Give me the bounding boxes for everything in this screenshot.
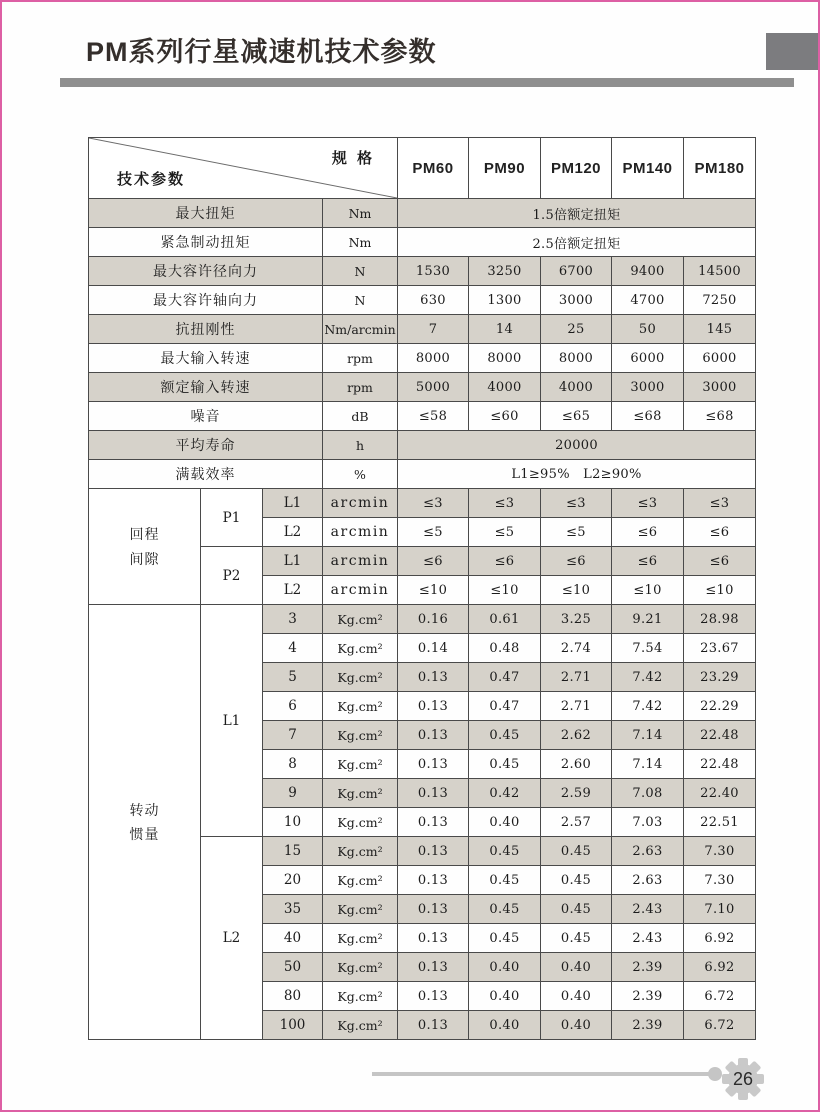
value-cell: 2.74	[541, 634, 612, 663]
param-label-cell: 最大扭矩	[89, 199, 323, 228]
value-cell: 1530	[398, 257, 469, 286]
value-cell: 7	[398, 315, 469, 344]
value-cell: 28.98	[684, 605, 756, 634]
value-cell: 0.16	[398, 605, 469, 634]
ratio-cell: 8	[263, 750, 323, 779]
value-cell: 14500	[684, 257, 756, 286]
value-cell: 0.42	[469, 779, 541, 808]
value-cell: 22.51	[684, 808, 756, 837]
value-cell: 50	[612, 315, 684, 344]
value-cell: 4000	[469, 373, 541, 402]
value-cell: ≤3	[612, 489, 684, 518]
value-cell: 6.72	[684, 982, 756, 1011]
diagonal-corner-cell	[89, 138, 398, 199]
value-cell: ≤6	[469, 547, 541, 576]
unit-cell: N	[323, 257, 398, 286]
unit-cell: Kg.cm²	[323, 750, 398, 779]
value-cell: 0.40	[469, 953, 541, 982]
unit-cell: Kg.cm²	[323, 895, 398, 924]
value-cell: 0.13	[398, 750, 469, 779]
value-cell: 0.13	[398, 721, 469, 750]
unit-cell: Kg.cm²	[323, 837, 398, 866]
value-cell: 0.45	[541, 837, 612, 866]
value-cell: 6000	[684, 344, 756, 373]
precision-class-cell: P2	[201, 547, 263, 605]
value-cell: 2.43	[612, 924, 684, 953]
model-header-pm180: PM180	[684, 138, 756, 199]
ratio-cell: 10	[263, 808, 323, 837]
value-cell: 0.13	[398, 663, 469, 692]
unit-cell: h	[323, 431, 398, 460]
merged-value-cell: 1.5倍额定扭矩	[398, 199, 756, 228]
table-header-row	[89, 138, 756, 199]
stage-cell: L1	[263, 547, 323, 576]
value-cell: 23.29	[684, 663, 756, 692]
unit-cell: dB	[323, 402, 398, 431]
value-cell: 145	[684, 315, 756, 344]
value-cell: 3000	[612, 373, 684, 402]
value-cell: 23.67	[684, 634, 756, 663]
footer-line	[372, 1072, 710, 1076]
value-cell: 0.13	[398, 692, 469, 721]
inertia-group-cell: 转动 惯量	[89, 605, 201, 1040]
stage-cell: L2	[263, 576, 323, 605]
value-cell: 7.42	[612, 692, 684, 721]
value-cell: 2.63	[612, 866, 684, 895]
ratio-cell: 9	[263, 779, 323, 808]
value-cell: 4700	[612, 286, 684, 315]
ratio-cell: 7	[263, 721, 323, 750]
value-cell: 7.30	[684, 837, 756, 866]
value-cell: 6000	[612, 344, 684, 373]
value-cell: 6.72	[684, 1011, 756, 1040]
value-cell: 1300	[469, 286, 541, 315]
unit-cell: arcmin	[323, 547, 398, 576]
model-header-pm60: PM60	[398, 138, 469, 199]
value-cell: 0.13	[398, 924, 469, 953]
value-cell: 3000	[684, 373, 756, 402]
ratio-cell: 35	[263, 895, 323, 924]
unit-cell: Kg.cm²	[323, 634, 398, 663]
value-cell: ≤3	[469, 489, 541, 518]
value-cell: 22.48	[684, 721, 756, 750]
value-cell: 9.21	[612, 605, 684, 634]
value-cell: 0.47	[469, 663, 541, 692]
value-cell: ≤65	[541, 402, 612, 431]
spec-table	[88, 137, 756, 1040]
value-cell: ≤10	[541, 576, 612, 605]
value-cell: 2.71	[541, 663, 612, 692]
value-cell: ≤10	[684, 576, 756, 605]
value-cell: ≤6	[612, 547, 684, 576]
param-row	[89, 199, 756, 228]
backlash-row	[89, 489, 756, 518]
value-cell: 0.14	[398, 634, 469, 663]
value-cell: 0.45	[469, 750, 541, 779]
value-cell: 7.03	[612, 808, 684, 837]
value-cell: 0.13	[398, 982, 469, 1011]
value-cell: 2.59	[541, 779, 612, 808]
value-cell: ≤6	[684, 518, 756, 547]
spec-table-container	[88, 137, 756, 1040]
value-cell: ≤68	[684, 402, 756, 431]
ratio-cell: 5	[263, 663, 323, 692]
value-cell: 2.57	[541, 808, 612, 837]
param-label-cell: 满载效率	[89, 460, 323, 489]
value-cell: ≤5	[541, 518, 612, 547]
value-cell: ≤6	[684, 547, 756, 576]
param-row	[89, 315, 756, 344]
merged-value-cell: L1≥95% L2≥90%	[398, 460, 756, 489]
value-cell: 0.13	[398, 953, 469, 982]
model-header-pm140: PM140	[612, 138, 684, 199]
unit-cell: Kg.cm²	[323, 721, 398, 750]
param-label-cell: 最大容许径向力	[89, 257, 323, 286]
value-cell: 6.92	[684, 924, 756, 953]
param-row	[89, 257, 756, 286]
param-row	[89, 431, 756, 460]
merged-value-cell: 2.5倍额定扭矩	[398, 228, 756, 257]
corner-param-label: 技术参数	[117, 171, 186, 188]
value-cell: 7.54	[612, 634, 684, 663]
value-cell: 2.60	[541, 750, 612, 779]
param-label-cell: 平均寿命	[89, 431, 323, 460]
value-cell: 0.45	[469, 866, 541, 895]
unit-cell: Kg.cm²	[323, 866, 398, 895]
value-cell: 4000	[541, 373, 612, 402]
ratio-cell: 15	[263, 837, 323, 866]
value-cell: 7.42	[612, 663, 684, 692]
value-cell: ≤10	[612, 576, 684, 605]
value-cell: 0.40	[469, 1011, 541, 1040]
value-cell: 0.40	[541, 953, 612, 982]
param-row	[89, 228, 756, 257]
value-cell: 3250	[469, 257, 541, 286]
value-cell: ≤6	[541, 547, 612, 576]
value-cell: 0.45	[469, 721, 541, 750]
param-label-cell: 额定输入转速	[89, 373, 323, 402]
value-cell: 0.48	[469, 634, 541, 663]
value-cell: ≤3	[541, 489, 612, 518]
unit-cell: Kg.cm²	[323, 779, 398, 808]
value-cell: ≤10	[398, 576, 469, 605]
corner-square-decoration	[766, 33, 818, 70]
value-cell: 2.62	[541, 721, 612, 750]
value-cell: 7.30	[684, 866, 756, 895]
unit-cell: rpm	[323, 373, 398, 402]
ratio-cell: 50	[263, 953, 323, 982]
value-cell: ≤3	[684, 489, 756, 518]
ratio-cell: 3	[263, 605, 323, 634]
unit-cell: Kg.cm²	[323, 605, 398, 634]
unit-cell: N	[323, 286, 398, 315]
unit-cell: Kg.cm²	[323, 663, 398, 692]
param-row	[89, 402, 756, 431]
unit-cell: %	[323, 460, 398, 489]
value-cell: ≤3	[398, 489, 469, 518]
title-divider-bar	[60, 78, 794, 87]
param-row	[89, 460, 756, 489]
stage-cell: L1	[263, 489, 323, 518]
param-label-cell: 抗扭刚性	[89, 315, 323, 344]
unit-cell: Kg.cm²	[323, 953, 398, 982]
param-label-cell: 噪音	[89, 402, 323, 431]
value-cell: 0.45	[541, 895, 612, 924]
value-cell: ≤58	[398, 402, 469, 431]
inertia-row	[89, 605, 756, 634]
value-cell: 0.61	[469, 605, 541, 634]
param-label-cell: 最大容许轴向力	[89, 286, 323, 315]
param-label-cell: 紧急制动扭矩	[89, 228, 323, 257]
ratio-cell: 80	[263, 982, 323, 1011]
value-cell: 14	[469, 315, 541, 344]
value-cell: 2.63	[612, 837, 684, 866]
ratio-cell: 40	[263, 924, 323, 953]
value-cell: 7250	[684, 286, 756, 315]
ratio-cell: 6	[263, 692, 323, 721]
value-cell: 2.43	[612, 895, 684, 924]
value-cell: 22.29	[684, 692, 756, 721]
value-cell: 0.45	[469, 895, 541, 924]
value-cell: 0.45	[541, 924, 612, 953]
value-cell: 0.13	[398, 1011, 469, 1040]
corner-spec-label: 规 格	[331, 150, 375, 167]
value-cell: ≤60	[469, 402, 541, 431]
value-cell: 2.39	[612, 953, 684, 982]
unit-cell: Kg.cm²	[323, 1011, 398, 1040]
value-cell: 22.48	[684, 750, 756, 779]
page-title: PM系列行星减速机技术参数	[86, 37, 437, 67]
value-cell: ≤68	[612, 402, 684, 431]
value-cell: 6700	[541, 257, 612, 286]
param-row	[89, 286, 756, 315]
value-cell: 9400	[612, 257, 684, 286]
value-cell: ≤6	[612, 518, 684, 547]
unit-cell: arcmin	[323, 576, 398, 605]
value-cell: 0.13	[398, 837, 469, 866]
value-cell: 630	[398, 286, 469, 315]
stage-group-cell: L2	[201, 837, 263, 1040]
gear-page-badge	[721, 1057, 765, 1101]
unit-cell: arcmin	[323, 518, 398, 547]
value-cell: 0.45	[469, 924, 541, 953]
unit-cell: Nm	[323, 199, 398, 228]
value-cell: 25	[541, 315, 612, 344]
merged-value-cell: 20000	[398, 431, 756, 460]
ratio-cell: 20	[263, 866, 323, 895]
unit-cell: Kg.cm²	[323, 692, 398, 721]
value-cell: 8000	[469, 344, 541, 373]
param-label-cell: 最大输入转速	[89, 344, 323, 373]
unit-cell: Nm/arcmin	[323, 315, 398, 344]
value-cell: 0.47	[469, 692, 541, 721]
unit-cell: Nm	[323, 228, 398, 257]
value-cell: 0.13	[398, 895, 469, 924]
value-cell: ≤10	[469, 576, 541, 605]
value-cell: 22.40	[684, 779, 756, 808]
stage-group-cell: L1	[201, 605, 263, 837]
value-cell: 3.25	[541, 605, 612, 634]
value-cell: 0.40	[469, 982, 541, 1011]
value-cell: ≤5	[469, 518, 541, 547]
unit-cell: rpm	[323, 344, 398, 373]
stage-cell: L2	[263, 518, 323, 547]
value-cell: 2.39	[612, 982, 684, 1011]
page-number: 26	[732, 1069, 754, 1089]
value-cell: 7.14	[612, 750, 684, 779]
value-cell: 0.13	[398, 866, 469, 895]
value-cell: 2.39	[612, 1011, 684, 1040]
model-header-pm120: PM120	[541, 138, 612, 199]
unit-cell: arcmin	[323, 489, 398, 518]
unit-cell: Kg.cm²	[323, 924, 398, 953]
unit-cell: Kg.cm²	[323, 982, 398, 1011]
unit-cell: Kg.cm²	[323, 808, 398, 837]
value-cell: 6.92	[684, 953, 756, 982]
value-cell: 0.45	[541, 866, 612, 895]
value-cell: 0.13	[398, 808, 469, 837]
model-header-pm90: PM90	[469, 138, 541, 199]
param-row	[89, 344, 756, 373]
value-cell: 7.10	[684, 895, 756, 924]
value-cell: 0.45	[469, 837, 541, 866]
value-cell: 0.40	[541, 982, 612, 1011]
ratio-cell: 4	[263, 634, 323, 663]
value-cell: 8000	[541, 344, 612, 373]
param-row	[89, 373, 756, 402]
value-cell: 0.13	[398, 779, 469, 808]
value-cell: ≤5	[398, 518, 469, 547]
value-cell: 2.71	[541, 692, 612, 721]
footer-dot	[708, 1067, 722, 1081]
value-cell: 8000	[398, 344, 469, 373]
precision-class-cell: P1	[201, 489, 263, 547]
value-cell: ≤6	[398, 547, 469, 576]
value-cell: 3000	[541, 286, 612, 315]
ratio-cell: 100	[263, 1011, 323, 1040]
value-cell: 7.08	[612, 779, 684, 808]
value-cell: 0.40	[469, 808, 541, 837]
value-cell: 5000	[398, 373, 469, 402]
value-cell: 0.40	[541, 1011, 612, 1040]
backlash-group-cell: 回程 间隙	[89, 489, 201, 605]
value-cell: 7.14	[612, 721, 684, 750]
